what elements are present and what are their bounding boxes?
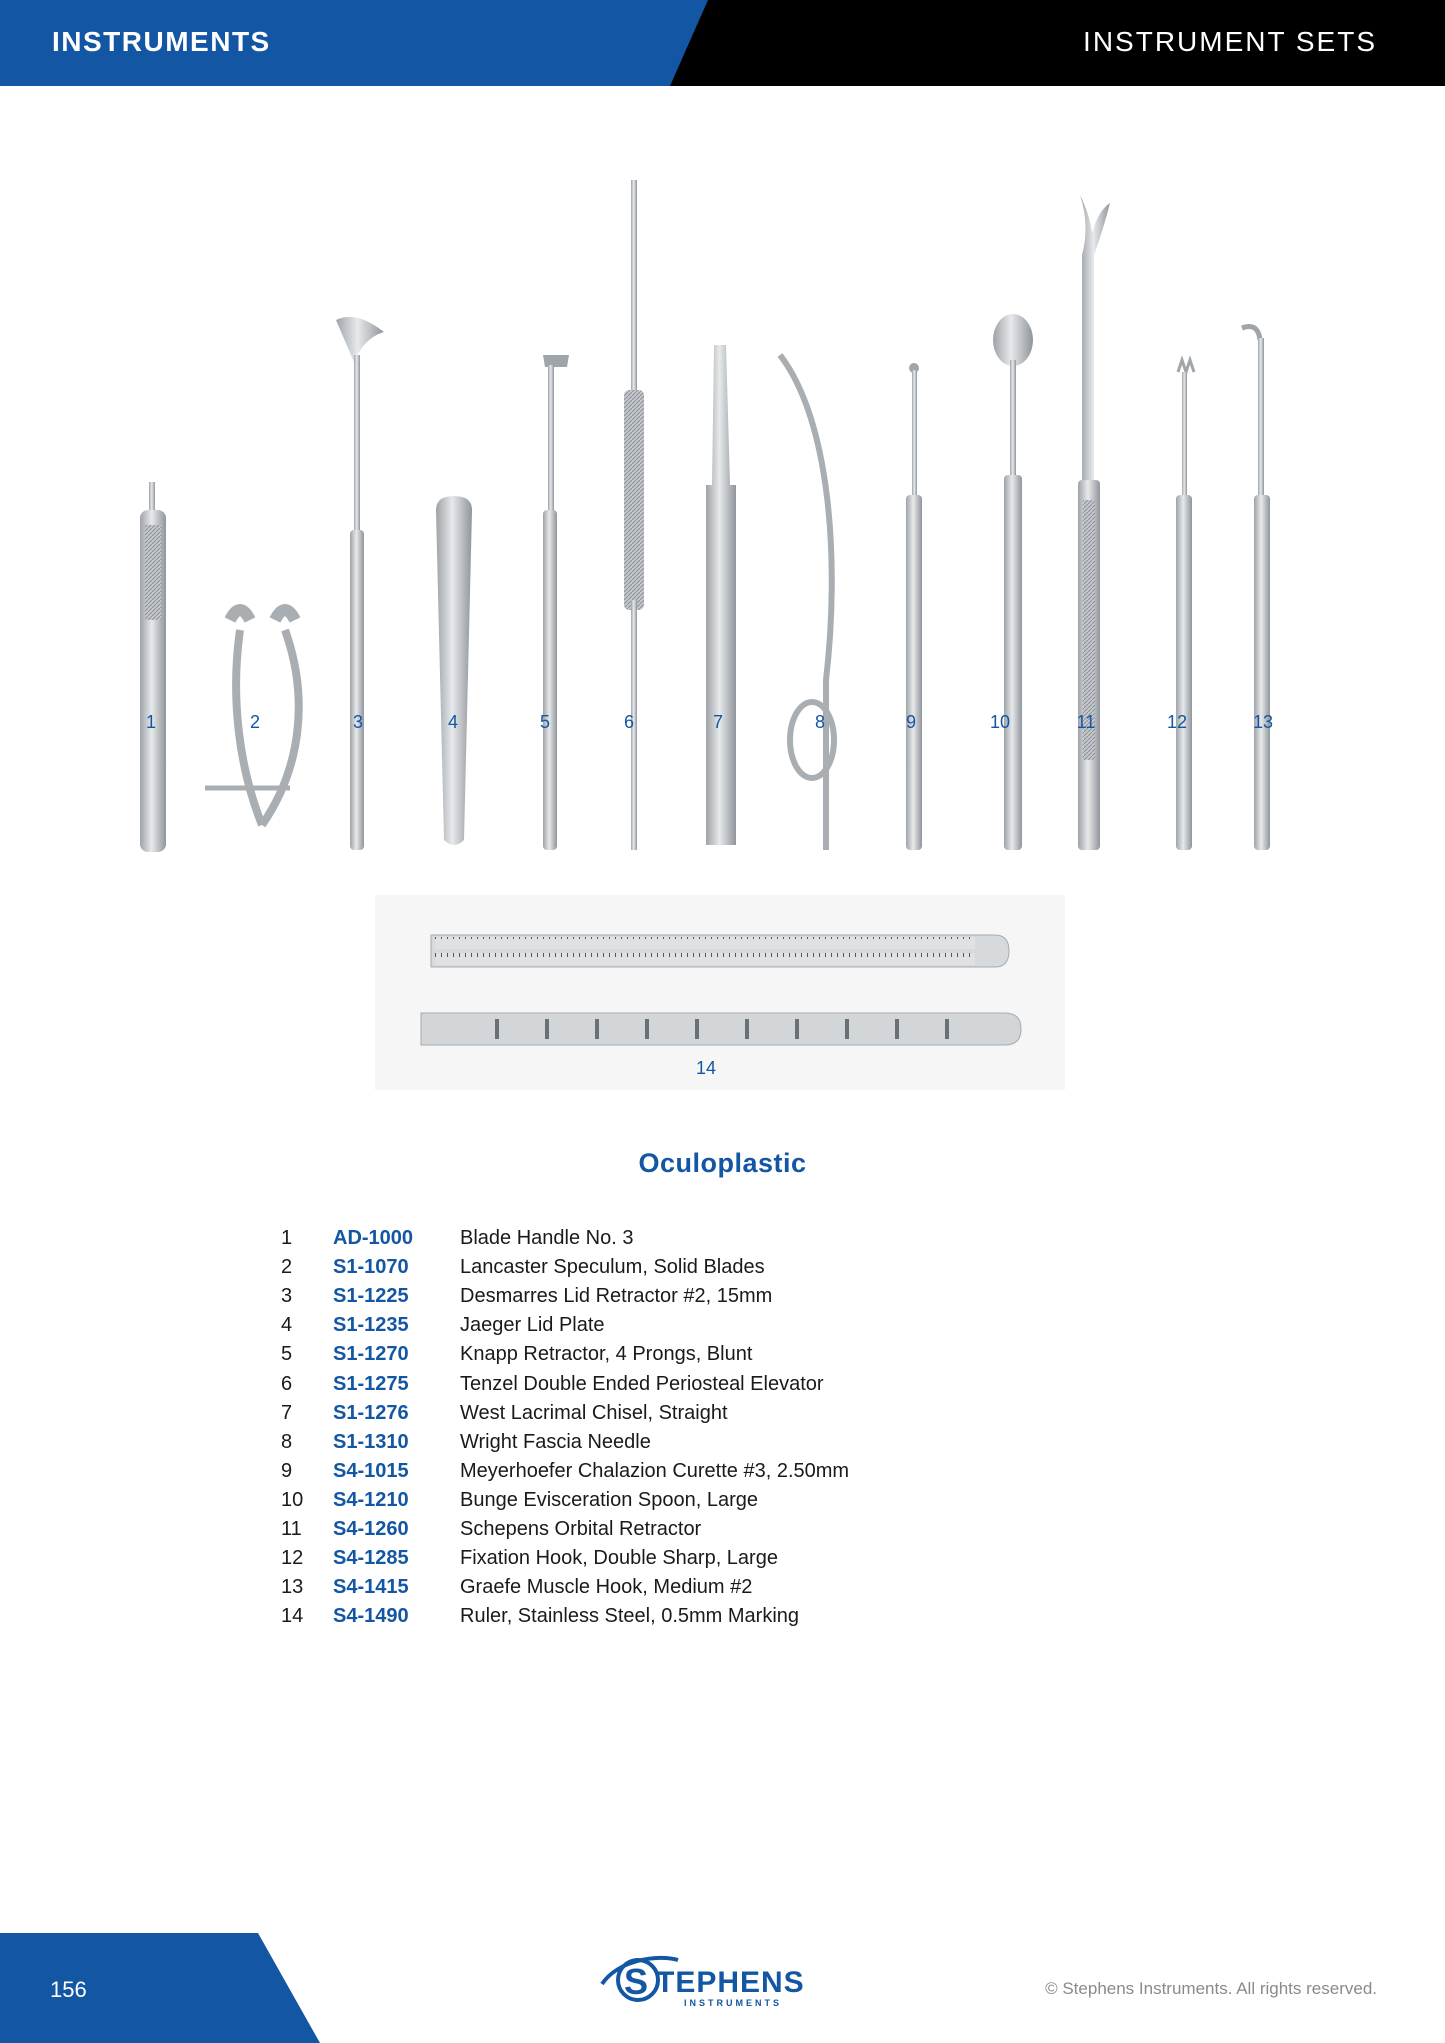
instrument-number: 1 — [145, 712, 157, 732]
item-number: 9 — [281, 1459, 293, 1482]
instrument-3-desmarres-retractor — [336, 317, 384, 850]
instrument-9-curette — [906, 363, 922, 850]
item-description: Bunge Evisceration Spoon, Large — [460, 1488, 758, 1511]
instrument-8-fascia-needle — [780, 355, 834, 850]
list-item — [281, 1399, 1181, 1428]
item-number: 11 — [281, 1517, 302, 1540]
item-code: S1-1270 — [333, 1343, 409, 1366]
item-number: 12 — [281, 1547, 304, 1570]
item-description: Tenzel Double Ended Periosteal Elevator — [460, 1372, 824, 1395]
item-code: S4-1015 — [333, 1459, 409, 1482]
item-description: Knapp Retractor, 4 Prongs, Blunt — [460, 1343, 753, 1366]
svg-text:TEPHENS: TEPHENS — [656, 1966, 805, 1999]
item-code: S4-1260 — [333, 1517, 409, 1540]
page-number: 156 — [50, 1977, 87, 2002]
list-item — [281, 1515, 1181, 1544]
item-number: 8 — [281, 1430, 293, 1453]
list-item — [281, 1486, 1181, 1515]
item-description: Ruler, Stainless Steel, 0.5mm Marking — [460, 1605, 800, 1628]
list-item — [281, 1544, 1181, 1573]
instrument-10-bunge-spoon — [993, 314, 1033, 850]
item-description: Graefe Muscle Hook, Medium #2 — [460, 1576, 753, 1599]
header-category-title: INSTRUMENT SETS — [1083, 26, 1377, 57]
ruler-photo — [375, 895, 1065, 1090]
instrument-4-jaeger-plate — [436, 496, 472, 845]
item-number: 4 — [281, 1314, 293, 1337]
page-header — [0, 0, 1445, 86]
instrument-number: 12 — [1166, 712, 1188, 732]
item-number: 7 — [281, 1401, 293, 1424]
svg-text:INSTRUMENTS: INSTRUMENTS — [684, 1998, 782, 2008]
instrument-number: 7 — [712, 712, 724, 732]
item-code: S4-1285 — [333, 1547, 409, 1570]
list-item — [281, 1573, 1181, 1602]
svg-text:S: S — [624, 1961, 649, 2002]
item-code: S1-1310 — [333, 1430, 409, 1453]
instrument-5-knapp-retractor — [543, 355, 569, 850]
item-number: 14 — [281, 1605, 304, 1628]
item-code: S1-1225 — [333, 1285, 409, 1308]
instrument-number: 4 — [447, 712, 459, 732]
list-item — [281, 1428, 1181, 1457]
list-item — [281, 1253, 1181, 1282]
item-number: 13 — [281, 1576, 304, 1599]
list-item — [281, 1369, 1181, 1398]
item-description: Lancaster Speculum, Solid Blades — [460, 1256, 765, 1279]
copyright-notice: © Stephens Instruments. All rights reserved. — [1045, 1979, 1377, 1998]
item-number: 10 — [281, 1488, 304, 1511]
instrument-number: 8 — [814, 712, 826, 732]
stephens-logo — [598, 1950, 813, 2010]
ruler-number: 14 — [695, 1058, 717, 1078]
item-code: AD-1000 — [333, 1227, 414, 1250]
list-item — [281, 1224, 1181, 1253]
instrument-number: 9 — [905, 712, 917, 732]
instrument-list — [281, 1224, 1181, 1631]
list-item — [281, 1602, 1181, 1631]
item-code: S4-1415 — [333, 1576, 409, 1599]
instrument-number: 3 — [352, 712, 364, 732]
item-number: 6 — [281, 1372, 293, 1395]
instrument-number: 11 — [1076, 712, 1096, 732]
instrument-number: 13 — [1252, 712, 1274, 732]
instrument-number: 2 — [249, 712, 261, 732]
instrument-1-blade-handle — [140, 482, 166, 852]
item-code: S1-1070 — [333, 1256, 409, 1279]
list-item — [281, 1457, 1181, 1486]
instrument-number: 10 — [989, 712, 1011, 732]
instrument-number: 5 — [539, 712, 551, 732]
ruler-illustration — [375, 895, 1065, 1090]
item-description: Fixation Hook, Double Sharp, Large — [460, 1547, 778, 1570]
item-number: 2 — [281, 1256, 293, 1279]
item-code: S1-1276 — [333, 1401, 409, 1424]
list-item — [281, 1311, 1181, 1340]
item-code: S1-1235 — [333, 1314, 409, 1337]
header-section-title: INSTRUMENTS — [52, 26, 271, 57]
item-code: S4-1210 — [333, 1488, 409, 1511]
instrument-13-graefe-hook — [1242, 327, 1270, 851]
item-description: Schepens Orbital Retractor — [460, 1517, 702, 1540]
item-description: Wright Fascia Needle — [460, 1430, 651, 1453]
item-description: West Lacrimal Chisel, Straight — [460, 1401, 728, 1424]
item-description: Blade Handle No. 3 — [460, 1227, 634, 1250]
instrument-11-schepens-retractor — [1078, 195, 1110, 850]
item-code: S1-1275 — [333, 1372, 409, 1395]
footer-blue-band — [0, 1933, 320, 2043]
instrument-7-west-chisel — [706, 345, 736, 845]
item-description: Desmarres Lid Retractor #2, 15mm — [460, 1285, 773, 1308]
instrument-6-tenzel-elevator — [624, 180, 644, 850]
list-item — [281, 1282, 1181, 1311]
item-description: Jaeger Lid Plate — [460, 1314, 605, 1337]
item-description: Meyerhoefer Chalazion Curette #3, 2.50mm — [460, 1459, 850, 1482]
item-number: 3 — [281, 1285, 293, 1308]
set-title: Oculoplastic — [638, 1148, 807, 1178]
item-number: 1 — [281, 1227, 293, 1250]
instrument-number: 6 — [623, 712, 635, 732]
list-item — [281, 1340, 1181, 1369]
item-number: 5 — [281, 1343, 293, 1366]
item-code: S4-1490 — [333, 1605, 409, 1628]
instrument-12-fixation-hook — [1176, 360, 1194, 850]
instrument-set-photo — [0, 160, 1445, 860]
